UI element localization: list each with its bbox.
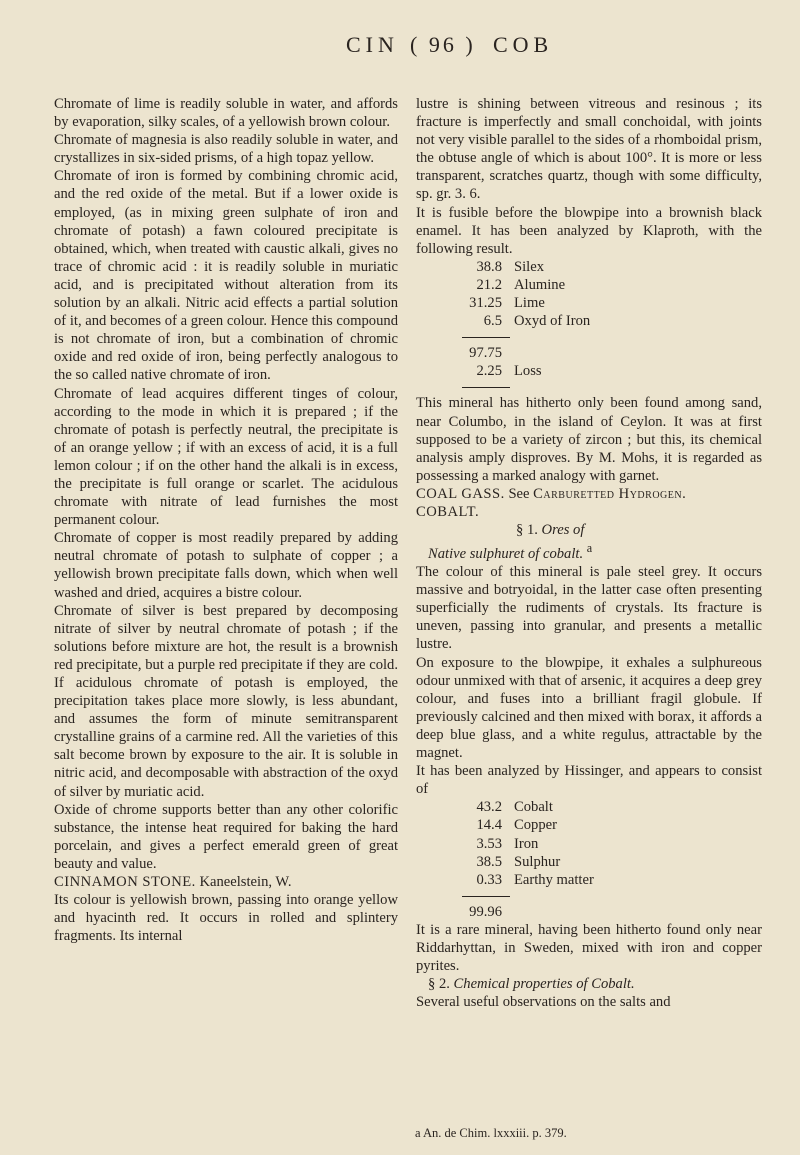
paragraph-chromate-magnesia: Chromate of magnesia is also readily soluble in water, and crystallizes in six-sided prisms, of a high topaz yellow. xyxy=(54,132,398,167)
table-row xyxy=(460,312,590,330)
table-cell-name: Iron xyxy=(514,835,539,852)
table-cell-value: 14.4 xyxy=(476,817,502,834)
table-row xyxy=(460,258,590,276)
table-row xyxy=(460,294,590,312)
table-cell-name: Cobalt xyxy=(514,799,553,816)
sum-rule xyxy=(462,387,510,388)
subsection-native-sulphuret xyxy=(416,539,762,563)
paragraph-cinnamon-origin: This mineral has hitherto only been found among sand, near Columbo, in the island of Ceylon. It was at first supposed to be a variety of zircon ; but this, its chemical analysis amply disproves. By M. Mohs, it is regarded as possessing a marked analogy with garnet. xyxy=(416,395,762,484)
paragraph-cobalt-blowpipe: On exposure to the blowpipe, it exhales a sulphureous odour unmixed with that of arsenic, it acquires a deep grey colour, and fuses into a brilliant fragil globule. If previously calcined and then mixed with borax, it affords a deep blue glass, and a white regulus, attractable by the magnet. xyxy=(416,654,762,762)
klaproth-total-table xyxy=(460,344,542,380)
total-value: 97.75 xyxy=(469,345,502,362)
paragraph-chromate-lime: Chromate of lime is readily soluble in water, and affords by evaporation, silky scales, of a yellowish brown colour. xyxy=(54,96,398,131)
subsection-title: Native sulphuret of cobalt. xyxy=(428,546,584,563)
paragraph-cinnamon-fusible: It is fusible before the blowpipe into a brownish black enamel. It has been analyzed by Klaproth, with the following result. xyxy=(416,204,762,257)
sum-rule xyxy=(462,337,510,338)
table-cell-name: Copper xyxy=(514,817,557,834)
loss-label: Loss xyxy=(514,363,542,380)
table-cell-value: 31.25 xyxy=(469,295,502,312)
footnote-marker: a xyxy=(586,541,593,556)
entry-coal-gass xyxy=(416,485,762,503)
paragraph-salts: Several useful observations on the salts and xyxy=(416,994,671,1011)
section-heading-ores xyxy=(416,521,762,539)
table-cell-name: Oxyd of Iron xyxy=(514,313,591,330)
paragraph-cobalt-colour: The colour of this mineral is pale steel grey. It occurs massive and botryoidal, in the latter case often presenting superficially the rudiments of crystals. Its fracture is uneven, passing into granular, and presents a metallic lustre. xyxy=(416,564,762,653)
paragraph-oxide-chrome: Oxide of chrome supports better than any other colorific substance, the intense heat required for baking the hard porcelain, and gives a perfect emerald green of great beauty and value. xyxy=(54,801,398,872)
section-title: Ores of xyxy=(541,522,585,539)
table-cell-value: 38.5 xyxy=(476,853,502,870)
klaproth-analysis-table xyxy=(460,258,590,330)
paragraph-chromate-lead: Chromate of lead acquires different tinges of colour, according to the mode in which it is prepared ; if the chromate of potash is perfectly neutral, the precipitate is of an orange yellow ; if with an excess of acid, it is a full lemon colour ; if on the other hand the alkali is in excess, the precipitate is full orange or scarlet. The acidulous chromate with nitrate of lead furnishes the most permanent colour. xyxy=(54,385,398,529)
footnote: a An. de Chim. lxxxiii. p. 379. xyxy=(415,1126,567,1140)
paragraph-cobalt-analysis: It has been analyzed by Hissinger, and appears to consist of xyxy=(416,763,762,798)
paragraph-cinnamon-description: Its colour is yellowish brown, passing into orange yellow and hyacinth red. It occurs in rolled and splintery fragments. Its internal xyxy=(54,892,398,945)
table-cell-name: Silex xyxy=(514,258,544,275)
hisinger-total-table xyxy=(460,903,514,921)
entry-synonym: Kaneelstein, W. xyxy=(195,874,292,891)
table-cell-value: 21.2 xyxy=(476,276,502,293)
table-row xyxy=(460,871,594,889)
table-cell-value: 3.53 xyxy=(476,835,502,852)
loss-value: 2.25 xyxy=(476,363,502,380)
left-column xyxy=(54,95,398,945)
paragraph-cinnamon-lustre: lustre is shining between vitreous and resinous ; its fracture is imperfectly and small conchoidal, with joints not very visible parallel to the sides of a rhomboidal prism, the obtuse angle of which is about 100°. It is more or less transparent, scratches quartz, though with some difficulty, sp. gr. 3. 6. xyxy=(416,96,762,203)
table-cell-name: Alumine xyxy=(514,276,566,293)
page-number: ( 96 ) xyxy=(410,32,476,57)
page-header xyxy=(0,32,800,62)
table-row xyxy=(460,276,590,294)
table-row xyxy=(460,853,594,871)
hisinger-analysis-table xyxy=(460,798,594,888)
table-row xyxy=(460,798,594,816)
table-row xyxy=(460,344,542,362)
running-head-right: COB xyxy=(493,32,554,57)
table-cell-name: Earthy matter xyxy=(514,871,594,888)
table-cell-name: Lime xyxy=(514,295,545,312)
table-row xyxy=(460,903,514,921)
entry-see: See xyxy=(504,485,534,502)
table-row xyxy=(460,816,594,834)
section-heading-chemical xyxy=(416,975,762,993)
table-row xyxy=(460,835,594,853)
paragraph-chromate-silver: Chromate of silver is best prepared by decomposing nitrate of silver by neutral chromate of potash ; if the solutions before mixture are hot, the result is a brownish red precipitate, but a purple red precipitate if they are cold. If acidulous chromate of potash is employed, the precipitation takes place more slowly, is less abundant, and assumes the form of minute semitransparent crystalline grains of a carmine red. All the varieties of this salt become brown by exposure to the air. It is soluble in nitric acid, and decomposable with abstraction of the oxyd of silver by muriatic acid. xyxy=(54,602,398,800)
cross-reference: Carburetted Hydrogen. xyxy=(533,485,687,502)
running-head-left: CIN xyxy=(346,32,399,57)
table-cell-value: 38.8 xyxy=(476,258,502,275)
paragraph-cobalt-rarity: It is a rare mineral, having been hitherto found only near Riddarhyttan, in Sweden, mixed with iron and copper pyrites. xyxy=(416,921,762,975)
table-row xyxy=(460,362,542,380)
entry-heading: COAL GASS. xyxy=(416,485,505,502)
table-cell-name: Sulphur xyxy=(514,853,561,870)
entry-heading-cobalt: COBALT. xyxy=(416,503,480,520)
entry-cinnamon-stone xyxy=(54,873,398,891)
table-cell-value: 6.5 xyxy=(483,313,502,330)
section-number: § 2. xyxy=(428,976,450,993)
total-value: 99.96 xyxy=(469,903,502,920)
paragraph-chromate-iron: Chromate of iron is formed by combining chromic acid, and the red oxide of the metal. But if a lower oxide is employed, (as in mixing green sulphate of iron and chromate of potash) a fawn coloured precipitate is obtained, which, when treated with caustic alkali, gives no trace of chromic acid : it is readily soluble in muriatic acid, and is precipitated without alteration from its solution by an alkali. Nitric acid effects a partial solution of it, and becomes of a green colour. Hence this compound is not chromate of iron, but a combination of chromic oxide and red oxide of iron, being perfectly analogous to the so called native chromate of iron. xyxy=(54,168,398,384)
entry-heading: CINNAMON STONE. xyxy=(54,874,196,891)
table-cell-value: 0.33 xyxy=(476,871,502,888)
sum-rule xyxy=(462,896,510,897)
right-column xyxy=(416,95,762,1011)
paragraph-chromate-copper: Chromate of copper is most readily prepared by adding neutral chromate of potash to sulphate of copper ; a yellowish brown precipitate falls down, which when well washed and dried, acquires a bistre colour. xyxy=(54,530,398,601)
section-title: Chemical properties of Cobalt. xyxy=(453,976,635,993)
table-cell-value: 43.2 xyxy=(476,799,502,816)
section-number: § 1. xyxy=(516,522,538,539)
